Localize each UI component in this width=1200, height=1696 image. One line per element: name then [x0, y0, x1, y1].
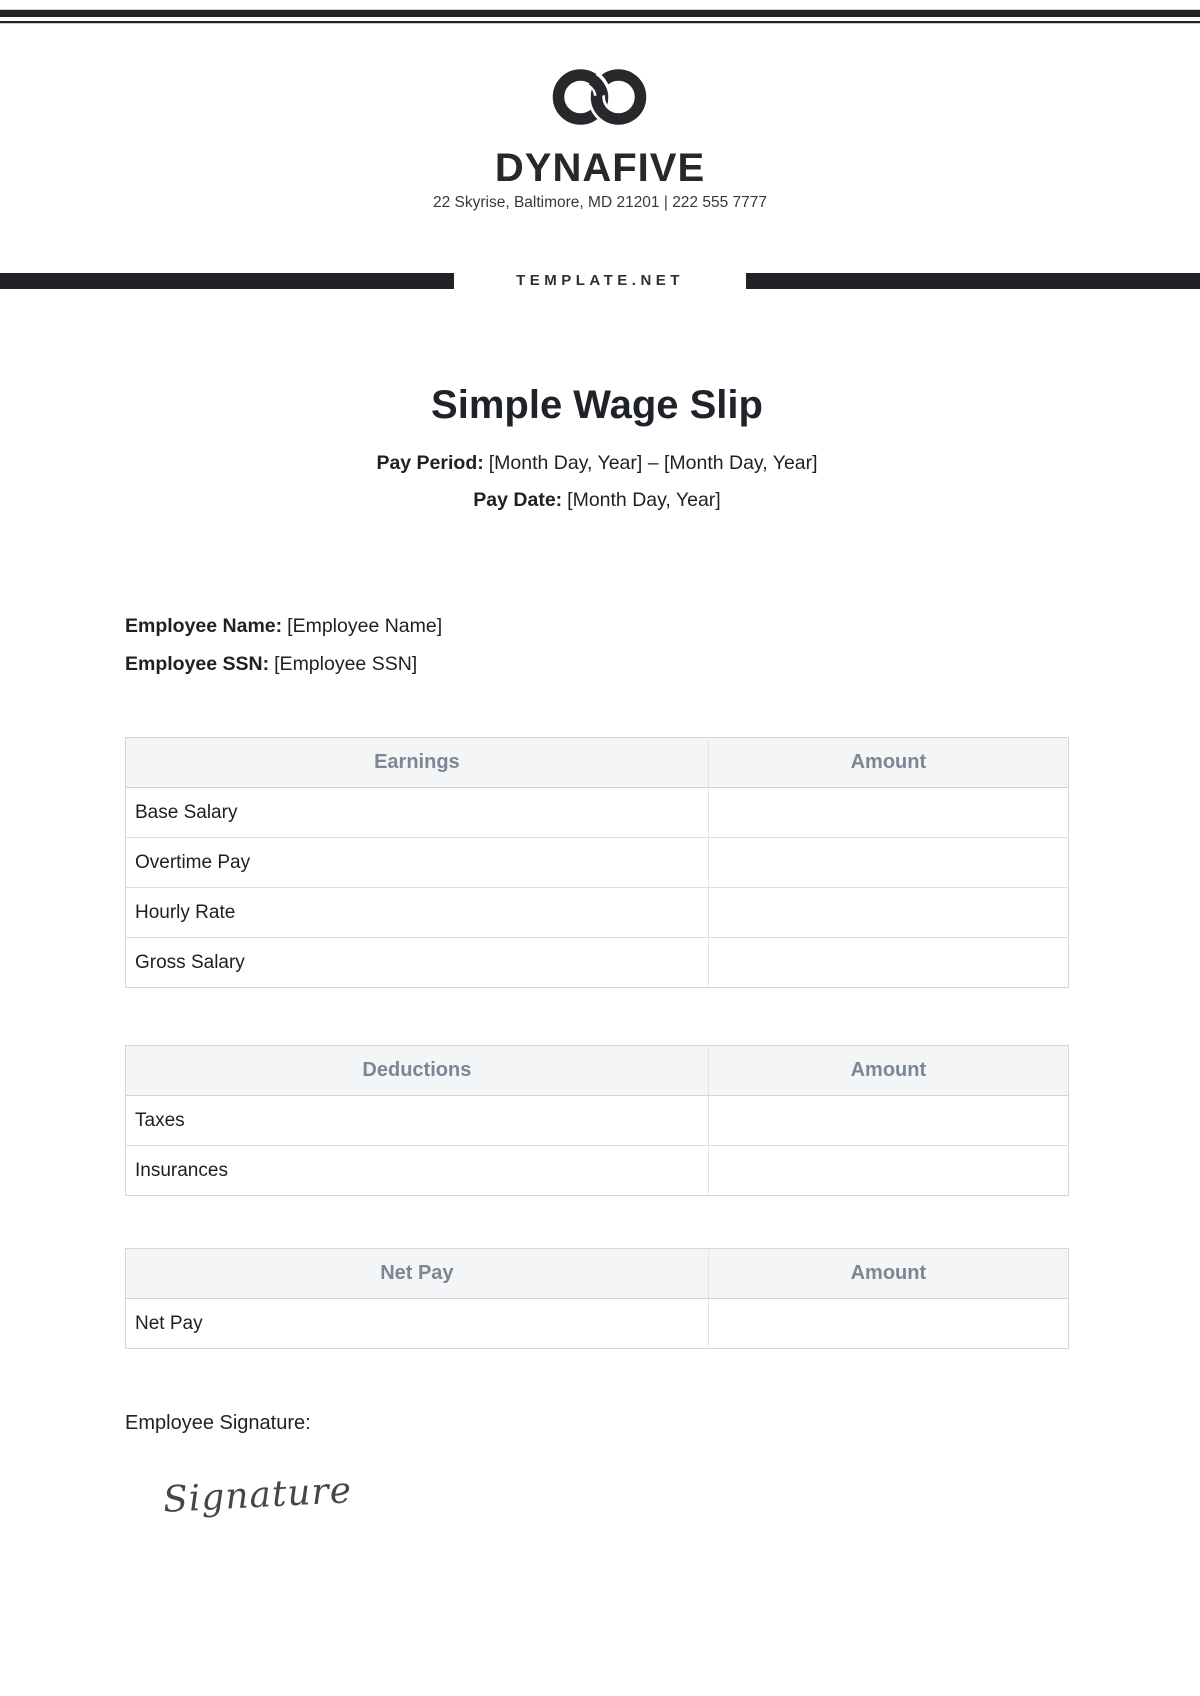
pay-period-line [125, 445, 1069, 482]
earnings-header-row [126, 738, 1069, 788]
band-left-bar [0, 273, 454, 289]
column-header-amount: Amount [708, 1249, 1068, 1299]
table-row [126, 1146, 1069, 1196]
table-row [126, 838, 1069, 888]
deductions-header-row [126, 1046, 1069, 1096]
column-header-net-pay: Net Pay [126, 1249, 709, 1299]
table-row [126, 788, 1069, 838]
pay-period-label: Pay Period: [376, 452, 484, 474]
amount-cell [708, 888, 1068, 938]
row-label-cell: Base Salary [126, 788, 709, 838]
signature-script: Signature [162, 1470, 353, 1521]
column-header-amount: Amount [708, 738, 1068, 788]
brand-header [0, 68, 1200, 212]
employee-info-block [125, 607, 1069, 683]
column-header-deductions: Deductions [126, 1046, 709, 1096]
amount-cell [708, 938, 1068, 988]
employee-name-label: Employee Name: [125, 615, 283, 637]
pay-meta-block [125, 445, 1069, 519]
table-row [126, 888, 1069, 938]
pay-date-label: Pay Date: [473, 489, 563, 511]
row-label-cell: Gross Salary [126, 938, 709, 988]
amount-cell [708, 1096, 1068, 1146]
row-label-cell: Taxes [126, 1096, 709, 1146]
employee-ssn-label: Employee SSN: [125, 653, 270, 675]
row-label-cell: Net Pay [126, 1299, 709, 1349]
column-header-amount: Amount [708, 1046, 1068, 1096]
employee-ssn-line [125, 645, 1069, 683]
employee-name-line [125, 607, 1069, 645]
row-label-cell: Hourly Rate [126, 888, 709, 938]
document-body [125, 381, 1069, 1521]
pay-date-line [125, 482, 1069, 519]
brand-address: 22 Skyrise, Baltimore, MD 21201 | 222 555 7777 [432, 194, 768, 211]
table-row [126, 938, 1069, 988]
band-right-bar [746, 273, 1200, 289]
pay-period-value: [Month Day, Year] – [Month Day, Year] [488, 452, 818, 474]
top-rule-thin [0, 21, 1200, 24]
top-rule-thick [0, 9, 1200, 17]
pay-date-value: [Month Day, Year] [567, 489, 721, 511]
employee-ssn-value: [Employee SSN] [274, 653, 418, 675]
amount-cell [708, 788, 1068, 838]
employee-signature-label: Employee Signature: [125, 1412, 311, 1434]
net-pay-header-row [126, 1249, 1069, 1299]
template-net-band [0, 272, 1200, 289]
table-row [126, 1299, 1069, 1349]
page-title: Simple Wage Slip [431, 383, 763, 427]
row-label-cell: Insurances [126, 1146, 709, 1196]
row-label-cell: Overtime Pay [126, 838, 709, 888]
amount-cell [708, 1146, 1068, 1196]
net-pay-table [125, 1248, 1069, 1349]
interlocking-rings-icon [552, 68, 648, 126]
employee-name-value: [Employee Name] [287, 615, 443, 637]
amount-cell [708, 838, 1068, 888]
column-header-earnings: Earnings [126, 738, 709, 788]
table-row [126, 1096, 1069, 1146]
earnings-table [125, 737, 1069, 988]
deductions-table [125, 1045, 1069, 1196]
brand-name: DYNAFIVE [494, 146, 706, 190]
template-net-label: TEMPLATE.NET [516, 272, 684, 289]
amount-cell [708, 1299, 1068, 1349]
